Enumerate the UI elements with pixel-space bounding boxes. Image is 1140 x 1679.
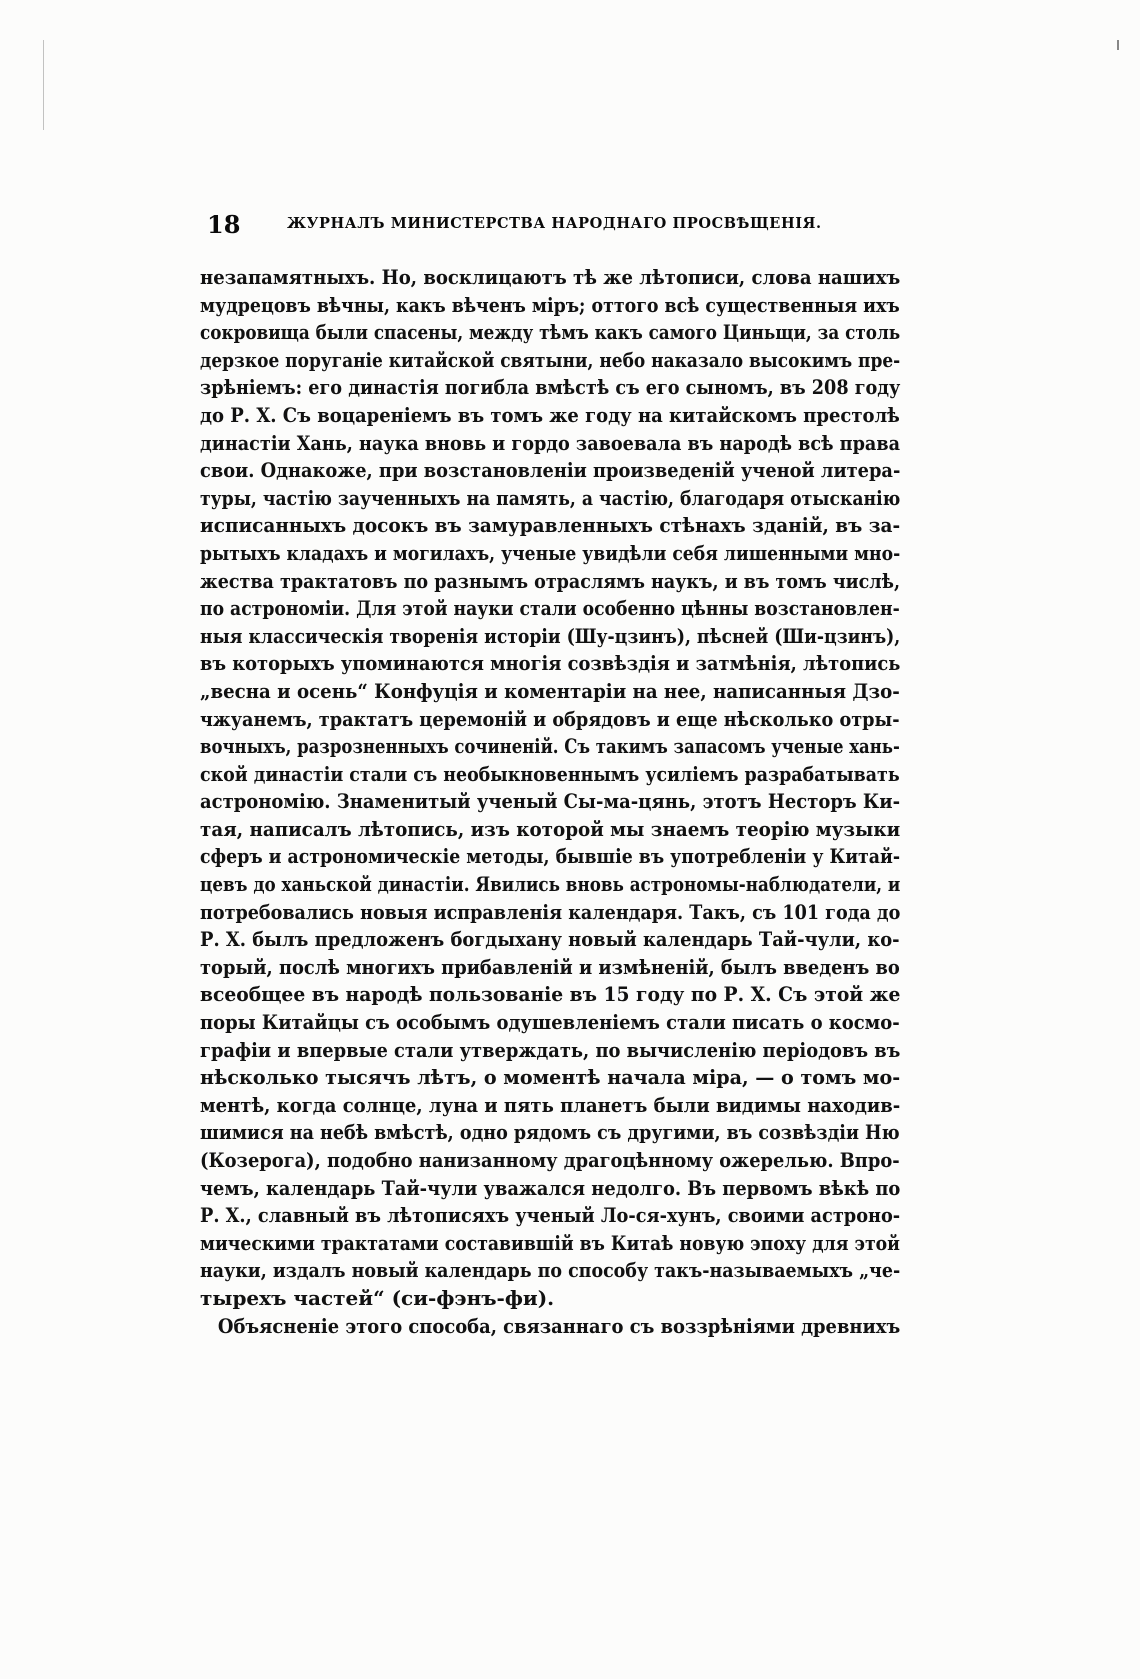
text-line: ментѣ, когда солнце, луна и пять планетъ были видимы находив- — [200, 1092, 901, 1117]
text-line: туры, частію заученныхъ на память, а частію, благодаря отысканію — [200, 485, 901, 510]
page-number: 18 — [207, 210, 241, 239]
text-line: до Р. Х. Съ воцареніемъ въ томъ же году на китайскомъ престолѣ — [200, 402, 900, 427]
scan-edge-mark — [43, 40, 44, 130]
text-line: „весна и осень“ Конфуція и коментаріи на нее, написанныя Дзо- — [200, 678, 900, 703]
text-line: незапамятныхъ. Но, восклицаютъ тѣ же лѣтописи, слова нашихъ — [200, 265, 901, 289]
text-line: рытыхъ кладахъ и могилахъ, ученые увидѣли себя лишенными мно- — [200, 540, 901, 565]
text-line: дерзкое поруганіе китайской святыни, небо наказало высокимъ пре- — [200, 347, 901, 372]
text-line: шимися на небѣ вмѣстѣ, одно рядомъ съ другими, въ созвѣздіи Ню — [200, 1120, 900, 1145]
text-line: вочныхъ, разрозненныхъ сочиненій. Съ такимъ запасомъ ученые хань- — [200, 734, 900, 759]
text-line: въ которыхъ упоминаются многія созвѣздія и затмѣнія, лѣтопись — [200, 651, 901, 676]
text-line: чемъ, календарь Тай-чули уважался недолго. Въ первомъ вѣкѣ по — [200, 1175, 901, 1200]
text-line: торый, послѣ многихъ прибавленій и измѣненій, былъ введенъ во — [200, 954, 900, 979]
text-line: астрономію. Знаменитый ученый Сы-ма-цянь, этотъ Несторъ Ки- — [200, 789, 901, 814]
text-line: нѣсколько тысячъ лѣтъ, о моментѣ начала міра, — о томъ мо- — [200, 1065, 901, 1090]
text-line: сокровища были спасены, между тѣмъ какъ самого Циньщи, за столь — [200, 320, 901, 345]
text-line: науки, издалъ новый календарь по способу такъ-называемыхъ „че- — [200, 1258, 901, 1283]
text-line: исписанныхъ досокъ въ замуравленныхъ стѣнахъ зданій, въ за- — [200, 513, 901, 538]
text-line: династіи Хань, наука вновь и гордо завоевала въ народѣ всѣ права — [200, 430, 901, 455]
text-line: (Козерога), подобно нанизанному драгоцѣнному ожерелью. Впро- — [200, 1148, 900, 1172]
text-line: свои. Однакоже, при возстановленіи произведеній ученой литера- — [200, 458, 901, 483]
text-line: цевъ до ханьской династіи. Явились вновь астрономы-наблюдатели, и — [200, 872, 901, 897]
body-text — [200, 264, 950, 1340]
text-line: графіи и впервые стали утверждать, по вычисленію періодовъ въ — [200, 1037, 901, 1062]
text-line: жества трактатовъ по разнымъ отраслямъ наукъ, и въ томъ числѣ, — [200, 568, 901, 593]
scan-edge-mark — [1117, 40, 1119, 50]
text-line: мическими трактатами составившій въ Китаѣ новую эпоху для этой — [200, 1230, 900, 1255]
text-line: всеобщее въ народѣ пользованіе въ 15 году по Р. Х. Съ этой же — [200, 982, 901, 1007]
text-line: Объясненіе этого способа, связаннаго съ воззрѣніями древнихъ — [217, 1313, 901, 1338]
text-line: зрѣніемъ: его династія погибла вмѣстѣ съ его сыномъ, въ 208 году — [200, 375, 901, 400]
text-line: ской династіи стали съ необыкновеннымъ усиліемъ разрабатывать — [200, 761, 900, 786]
text-line: тырехъ частей“ (си-фэнъ-фи). — [200, 1285, 555, 1310]
text-line: потребовались новыя исправленія календаря. Такъ, съ 101 года до — [200, 899, 901, 924]
page-header — [207, 210, 907, 240]
text-line: тая, написалъ лѣтопись, изъ которой мы знаемъ теорію музыки — [200, 816, 901, 841]
text-line: поры Китайцы съ особымъ одушевленіемъ стали писать о космо- — [200, 1010, 900, 1035]
text-line: сферъ и астрономическіе методы, бывшіе въ употребленіи у Китай- — [200, 844, 901, 869]
running-title: ЖУРНАЛЪ МИНИСТЕРСТВА НАРОДНАГО ПРОСВѢЩЕНІЯ. — [287, 215, 822, 232]
text-line: ныя классическія творенія исторіи (Шу-цзинъ), пѣсней (Ши-цзинъ), — [200, 623, 901, 648]
text-line: мудрецовъ вѣчны, какъ вѣченъ міръ; оттого всѣ существенныя ихъ — [200, 292, 900, 317]
text-line: по астрономіи. Для этой науки стали особенно цѣнны возстановлен- — [200, 596, 900, 621]
text-line: чжуанемъ, трактатъ церемоній и обрядовъ и еще нѣсколько отры- — [200, 706, 900, 731]
text-line: Р. Х. былъ предложенъ богдыхану новый календарь Тай-чули, ко- — [200, 927, 900, 952]
text-line: Р. Х., славный въ лѣтописяхъ ученый Ло-ся-хунъ, своими астроно- — [200, 1203, 901, 1228]
